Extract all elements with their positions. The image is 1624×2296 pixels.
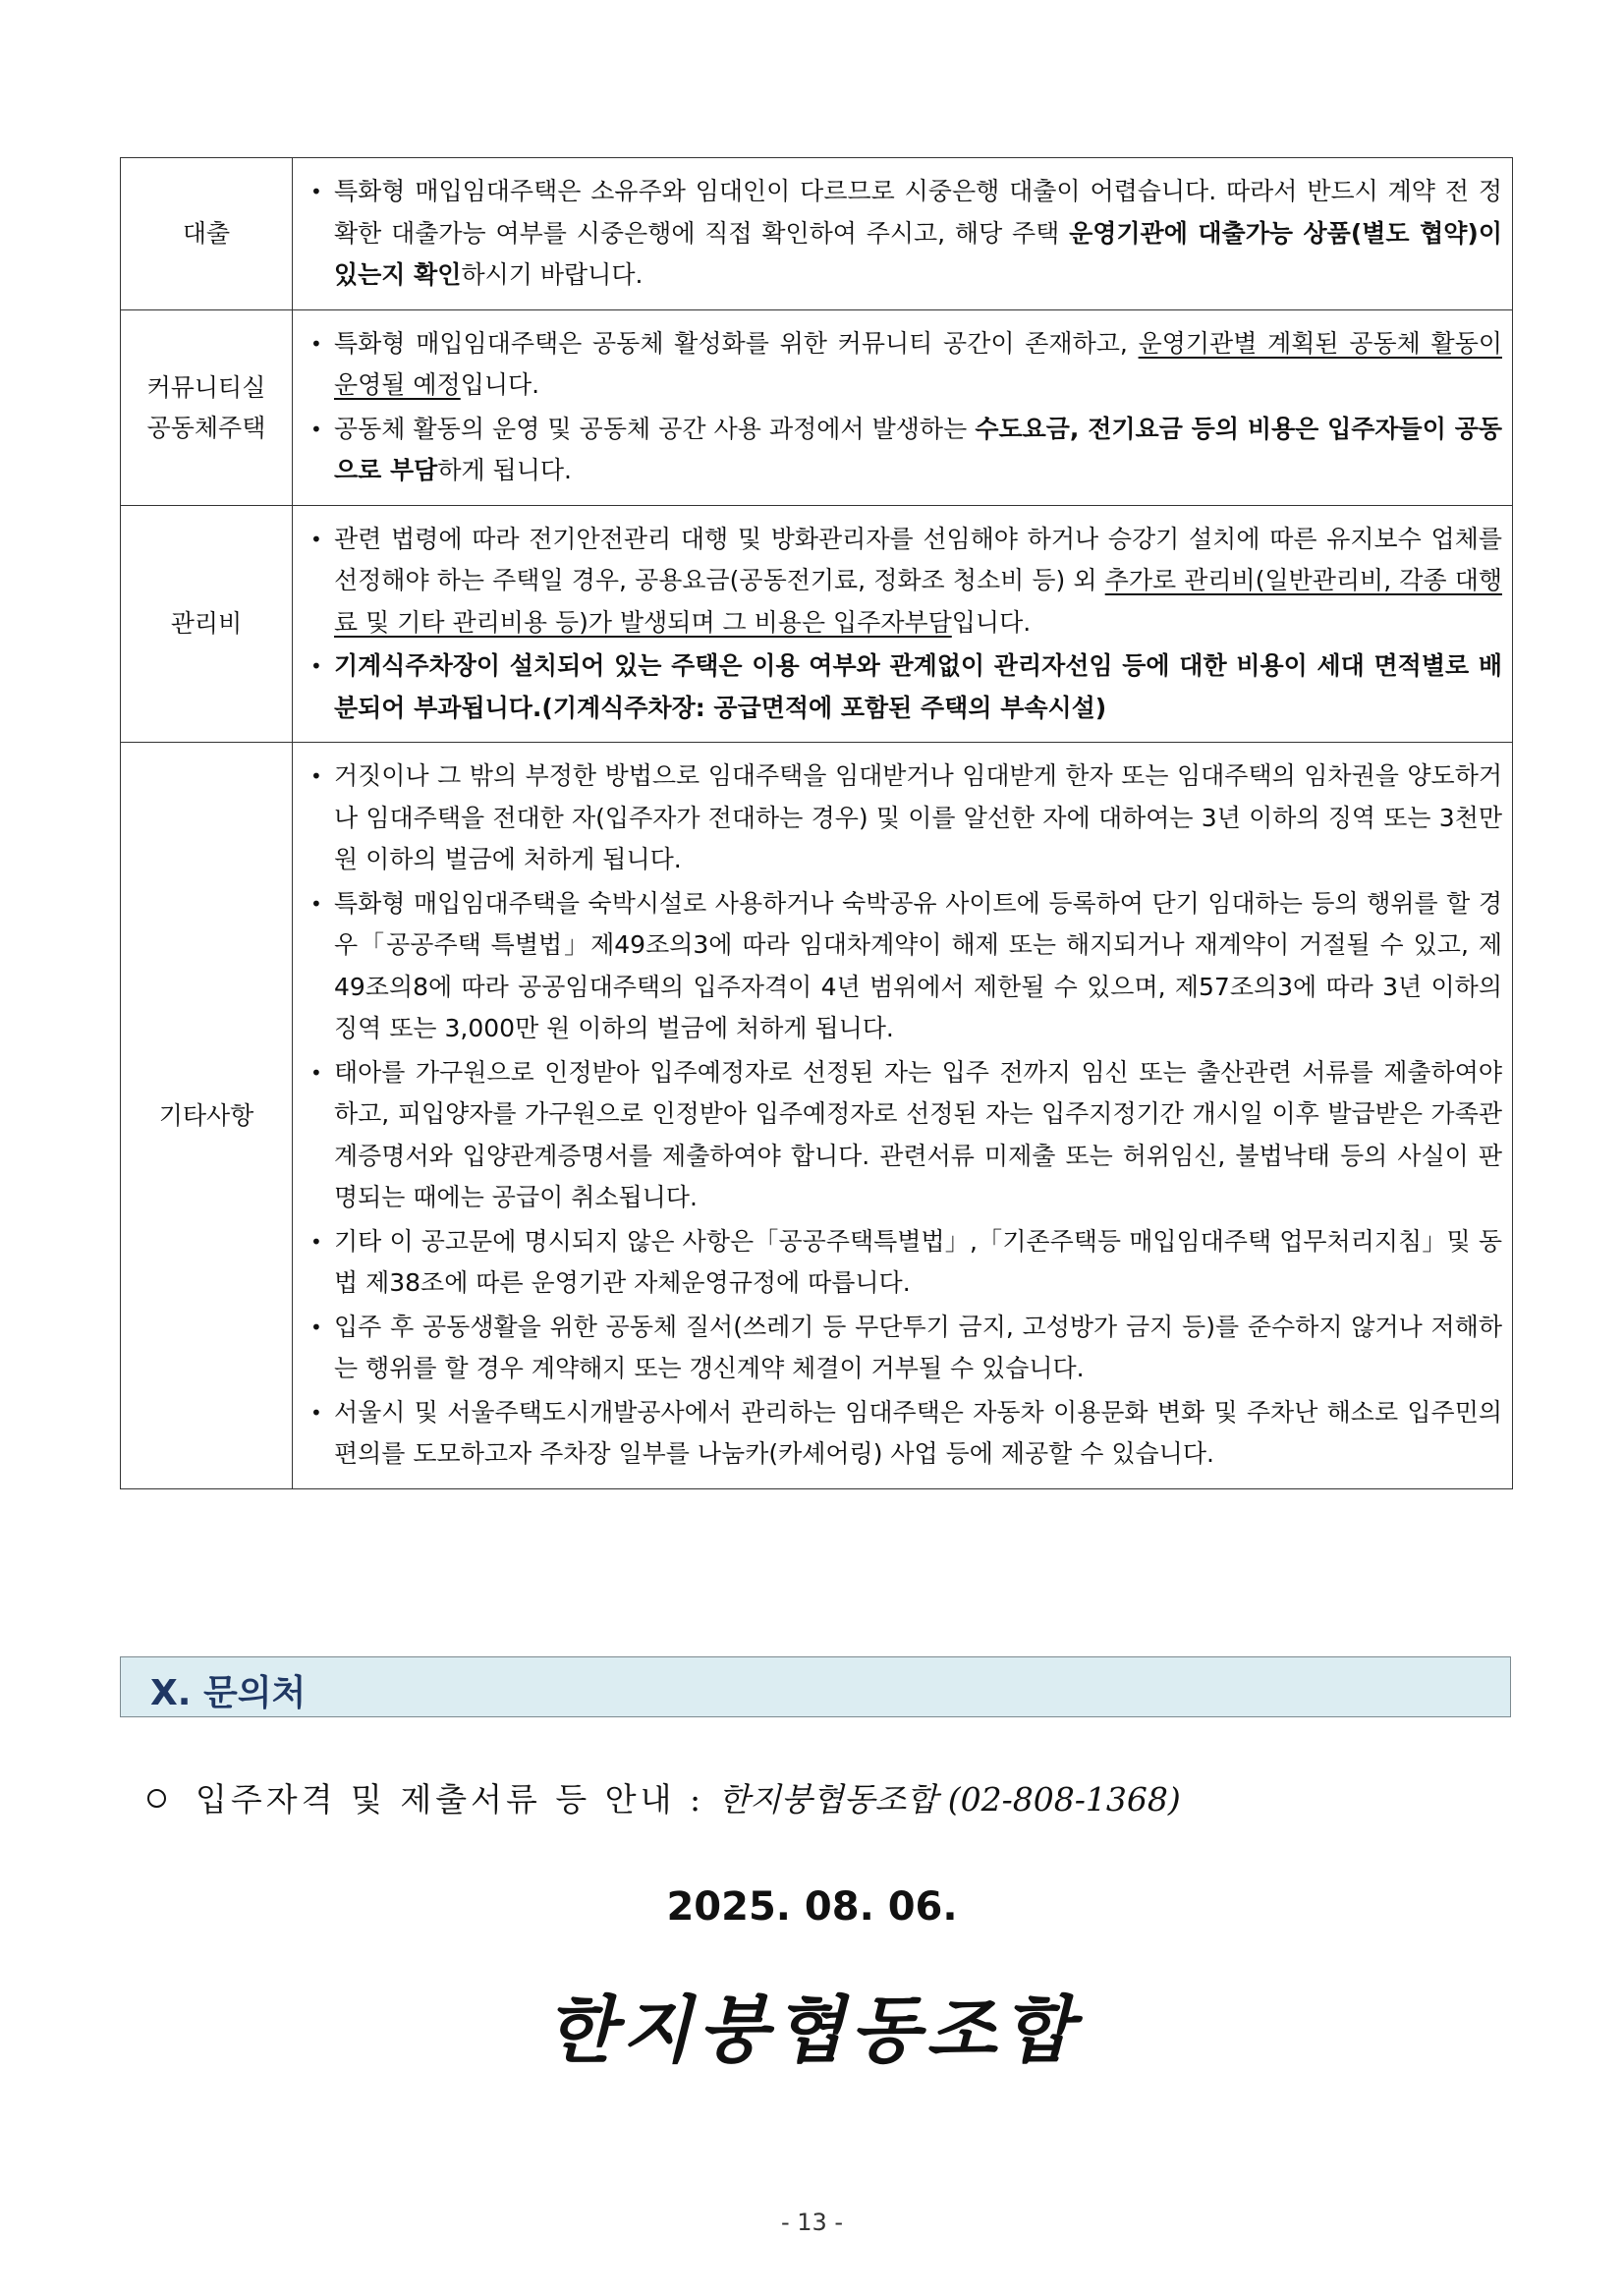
text-segment: 태아를 가구원으로 인정받아 입주예정자로 선정된 자는 입주 전까지 임신 또는 출산관련 서류를 제출하여야 하고, 피입양자를 가구원으로 인정받아 입주예정자로 선정된 자는 입주지정기간 개시일 이후 발급받은 가족관계증명서와 입양관계증명서를 제출하여야 합니다. 관련서류 미제출 또는 허위임신, 불법낙태 등의 사실이 판명되는 때에는 공급이 취소됩니다. <box>334 1057 1502 1211</box>
row-label-line: 공동체주택 <box>146 413 266 442</box>
page-number: - 13 - <box>780 2209 844 2236</box>
text-segment: 특화형 매입임대주택은 공동체 활성화를 위한 커뮤니티 공간이 존재하고, <box>334 328 1139 358</box>
notice-table-body <box>121 158 1513 1489</box>
text-segment: 하게 됩니다. <box>437 456 572 484</box>
notice-date: 2025. 08. 06. <box>666 1884 958 1930</box>
notice-table <box>120 157 1513 1489</box>
section-header <box>120 1656 1511 1717</box>
bullet-dot-icon: • <box>310 1400 322 1425</box>
bullet-list <box>305 323 1502 492</box>
bold-text: 수도요금, 전기요금 등의 비용은 입주자들이 공동으로 부담 <box>334 414 1502 484</box>
row-label <box>121 158 293 310</box>
list-item <box>305 171 1502 297</box>
bullet-dot-icon: • <box>310 417 322 441</box>
text-segment: 거짓이나 그 밖의 부정한 방법으로 임대주택을 임대받거나 임대받게 한자 또는 임대주택의 임차권을 양도하거나 임대주택을 전대한 자(입주자가 전대하는 경우) 및 이를 알선한 자에 대하여는 3년 이하의 징역 또는 3천만원 이하의 벌금에 처하게 됩니다. <box>334 761 1502 873</box>
bullet-dot-icon: • <box>310 1315 322 1339</box>
row-content <box>293 505 1513 743</box>
list-item <box>305 645 1502 729</box>
bold-text: 운영기관에 대출가능 상품(별도 협약)이 있는지 확인 <box>334 218 1502 289</box>
underlined-text: 추가로 관리비(일반관리비, 각종 대행료 및 기타 관리비용 등)가 발생되며 그 비용은 입주자부담 <box>334 566 1502 637</box>
list-item <box>305 519 1502 644</box>
organization-signature: 한지붕협동조합 <box>545 1988 1079 2073</box>
contact-line <box>147 1774 1181 1820</box>
contact-org: 한지붕협동조합 (02-808-1368) <box>718 1780 1181 1819</box>
circle-bullet-icon <box>147 1789 166 1808</box>
bold-text: 기계식주차장이 설치되어 있는 주택은 이용 여부와 관계없이 관리자선임 등에 대한 비용이 세대 면적별로 배분되어 부과됩니다.(기계식주차장: 공급면적에 포함된 주택의 부속시설) <box>334 651 1502 722</box>
text-segment: 서울시 및 서울주택도시개발공사에서 관리하는 임대주택은 자동차 이용문화 변화 및 주차난 해소로 입주민의 편의를 도모하고자 주차장 일부를 나눔카(카셰어링) 사업 등에 제공할 수 있습니다. <box>334 1397 1502 1468</box>
row-label-line: 커뮤니티실 <box>146 372 266 402</box>
row-label-line: 기타사항 <box>158 1100 254 1130</box>
section-title: Ⅹ. 문의처 <box>150 1673 307 1713</box>
text-segment: 특화형 매입임대주택은 소유주와 임대인이 다르므로 시중은행 대출이 어렵습니다. 따라서 반드시 계약 전 정확한 대출가능 여부를 시중은행에 직접 확인하여 주시고, 해당 주택 <box>334 177 1502 248</box>
text-segment: 기타 이 공고문에 명시되지 않은 사항은「공공주택특별법」,「기존주택등 매입임대주택 업무처리지침」및 동법 제38조에 따른 운영기관 자체운영규정에 따릅니다. <box>334 1226 1502 1297</box>
bullet-dot-icon: • <box>310 1060 322 1085</box>
text-segment: 공동체 활동의 운영 및 공동체 공간 사용 과정에서 발생하는 <box>334 414 976 443</box>
bullet-dot-icon: • <box>310 891 322 916</box>
text-segment: 입니다. <box>460 370 540 399</box>
list-item <box>305 323 1502 407</box>
table-row <box>121 505 1513 743</box>
row-content <box>293 158 1513 310</box>
bullet-dot-icon: • <box>310 1229 322 1254</box>
row-label <box>121 309 293 505</box>
list-item <box>305 1307 1502 1390</box>
underlined-text: 운영기관별 계획된 공동체 활동이 운영될 예정 <box>334 328 1502 399</box>
list-item <box>305 409 1502 492</box>
row-content <box>293 309 1513 505</box>
table-row <box>121 309 1513 505</box>
bullet-dot-icon: • <box>310 527 322 551</box>
text-segment: 관련 법령에 따라 전기안전관리 대행 및 방화관리자를 선임해야 하거나 승강기 설치에 따른 유지보수 업체를 선정해야 하는 주택일 경우, 공용요금(공동전기료, 정화조 청소비 등) 외 <box>334 524 1502 594</box>
text-segment: 하시기 바랍니다. <box>461 260 644 289</box>
row-label-line: 관리비 <box>170 609 243 639</box>
text-segment: 입주 후 공동생활을 위한 공동체 질서(쓰레기 등 무단투기 금지, 고성방가 금지 등)를 준수하지 않거나 저해하는 행위를 할 경우 계약해지 또는 갱신계약 체결이 거부될 수 있습니다. <box>334 1312 1502 1382</box>
table-row <box>121 158 1513 310</box>
list-item <box>305 1052 1502 1219</box>
contact-label: 입주자격 및 제출서류 등 안내 : <box>196 1780 705 1819</box>
bullet-dot-icon: • <box>310 331 322 356</box>
bullet-dot-icon: • <box>310 180 322 203</box>
bullet-list <box>305 171 1502 297</box>
row-label <box>121 505 293 743</box>
bullet-dot-icon: • <box>310 764 322 788</box>
list-item <box>305 1221 1502 1305</box>
text-segment: 특화형 매입임대주택을 숙박시설로 사용하거나 숙박공유 사이트에 등록하여 단기 임대하는 등의 행위를 할 경우「공공주택 특별법」제49조의3에 따라 임대차계약이 해제 또는 해지되거나 재계약이 거절될 수 있고, 제49조의8에 따라 공공임대주택의 입주자격이 4년 범위에서 제한될 수 있으며, 제57조의3에 따라 3년 이하의 징역 또는 3,000만 원 이하의 벌금에 처하게 됩니다. <box>334 888 1502 1042</box>
row-label <box>121 743 293 1489</box>
bullet-list <box>305 519 1502 730</box>
row-label-line: 대출 <box>182 219 231 249</box>
row-content <box>293 743 1513 1489</box>
bullet-list <box>305 756 1502 1476</box>
bullet-dot-icon: • <box>310 654 322 678</box>
list-item <box>305 883 1502 1050</box>
text-segment: 입니다. <box>951 607 1032 637</box>
list-item <box>305 756 1502 881</box>
table-row <box>121 743 1513 1489</box>
list-item <box>305 1392 1502 1476</box>
